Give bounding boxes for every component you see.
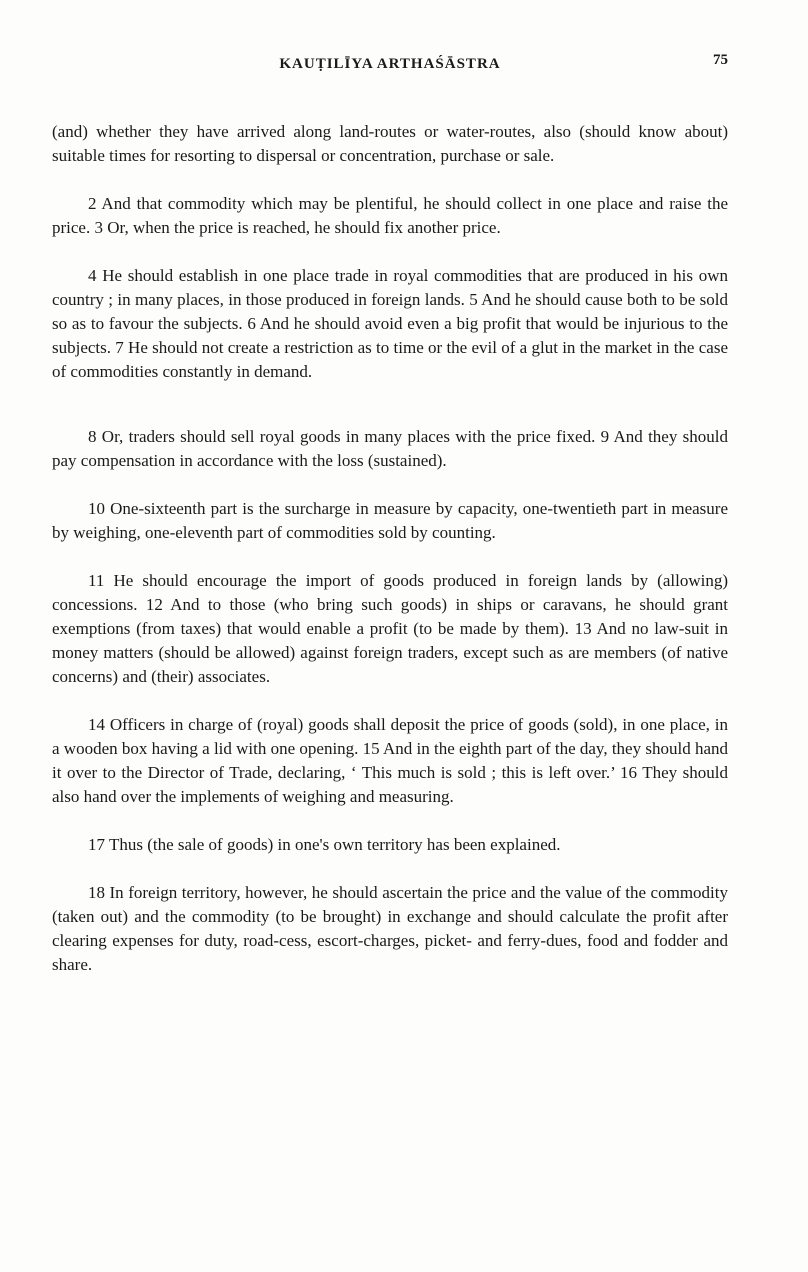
paragraph-18: 18 In foreign territory, however, he should ascertain the price and the value of the commodity (taken out) and the commodity (to be brought) in exchange and should calculate the profit after clearing expenses for duty, road-cess, escort-charges, picket- and ferry-dues, food and fodder and share.	[52, 883, 728, 974]
paragraph-4: 4 He should establish in one place trade in royal commodities that are produced in his own country ; in many places, in those produced in foreign lands. 5 And he should cause both to be sold so as to favour the subjects. 6 And he should avoid even a big profit that would be injurious to the subjects. 7 He should not create a restriction as to time or the evil of a glut in the market in the case of commodities constantly in demand.	[52, 266, 728, 381]
paragraph-14: 14 Officers in charge of (royal) goods shall deposit the price of goods (sold), in one place, in a wooden box having a lid with one opening. 15 And in the eighth part of the day, they should hand it over to the Director of Trade, declaring, ‘ This much is sold ; this is left over.’ 16 They should also hand over the implements of weighing and measuring.	[52, 715, 728, 806]
body-text	[52, 120, 728, 977]
paragraph-10: 10 One-sixteenth part is the surcharge in measure by capacity, one-twentieth part in measure by weighing, one-eleventh part of commodities sold by counting.	[52, 499, 728, 542]
running-title: KAUṬILĪYA ARTHAŚĀSTRA	[279, 56, 501, 72]
paragraph-8: 8 Or, traders should sell royal goods in many places with the price fixed. 9 And they should pay compensation in accordance with the loss (sustained).	[52, 427, 728, 470]
paragraph-17: 17 Thus (the sale of goods) in one's own territory has been explained.	[88, 835, 561, 854]
paragraph-11: 11 He should encourage the import of goods produced in foreign lands by (allowing) concessions. 12 And to those (who bring such goods) in ships or caravans, he should grant exemptions (from taxes) that would enable a profit (to be made by them). 13 And no law-suit in money matters (should be allowed) against foreign traders, except such as are members (of native concerns) and (their) associates.	[52, 571, 728, 686]
paragraph-2: 2 And that commodity which may be plentiful, he should collect in one place and raise the price. 3 Or, when the price is reached, he should fix another price.	[52, 194, 728, 237]
running-head	[52, 52, 728, 78]
page-number: 75	[713, 52, 728, 68]
paragraph-continuation: (and) whether they have arrived along land-routes or water-routes, also (should know about) suitable times for resorting to dispersal or concentration, purchase or sale.	[52, 122, 728, 165]
